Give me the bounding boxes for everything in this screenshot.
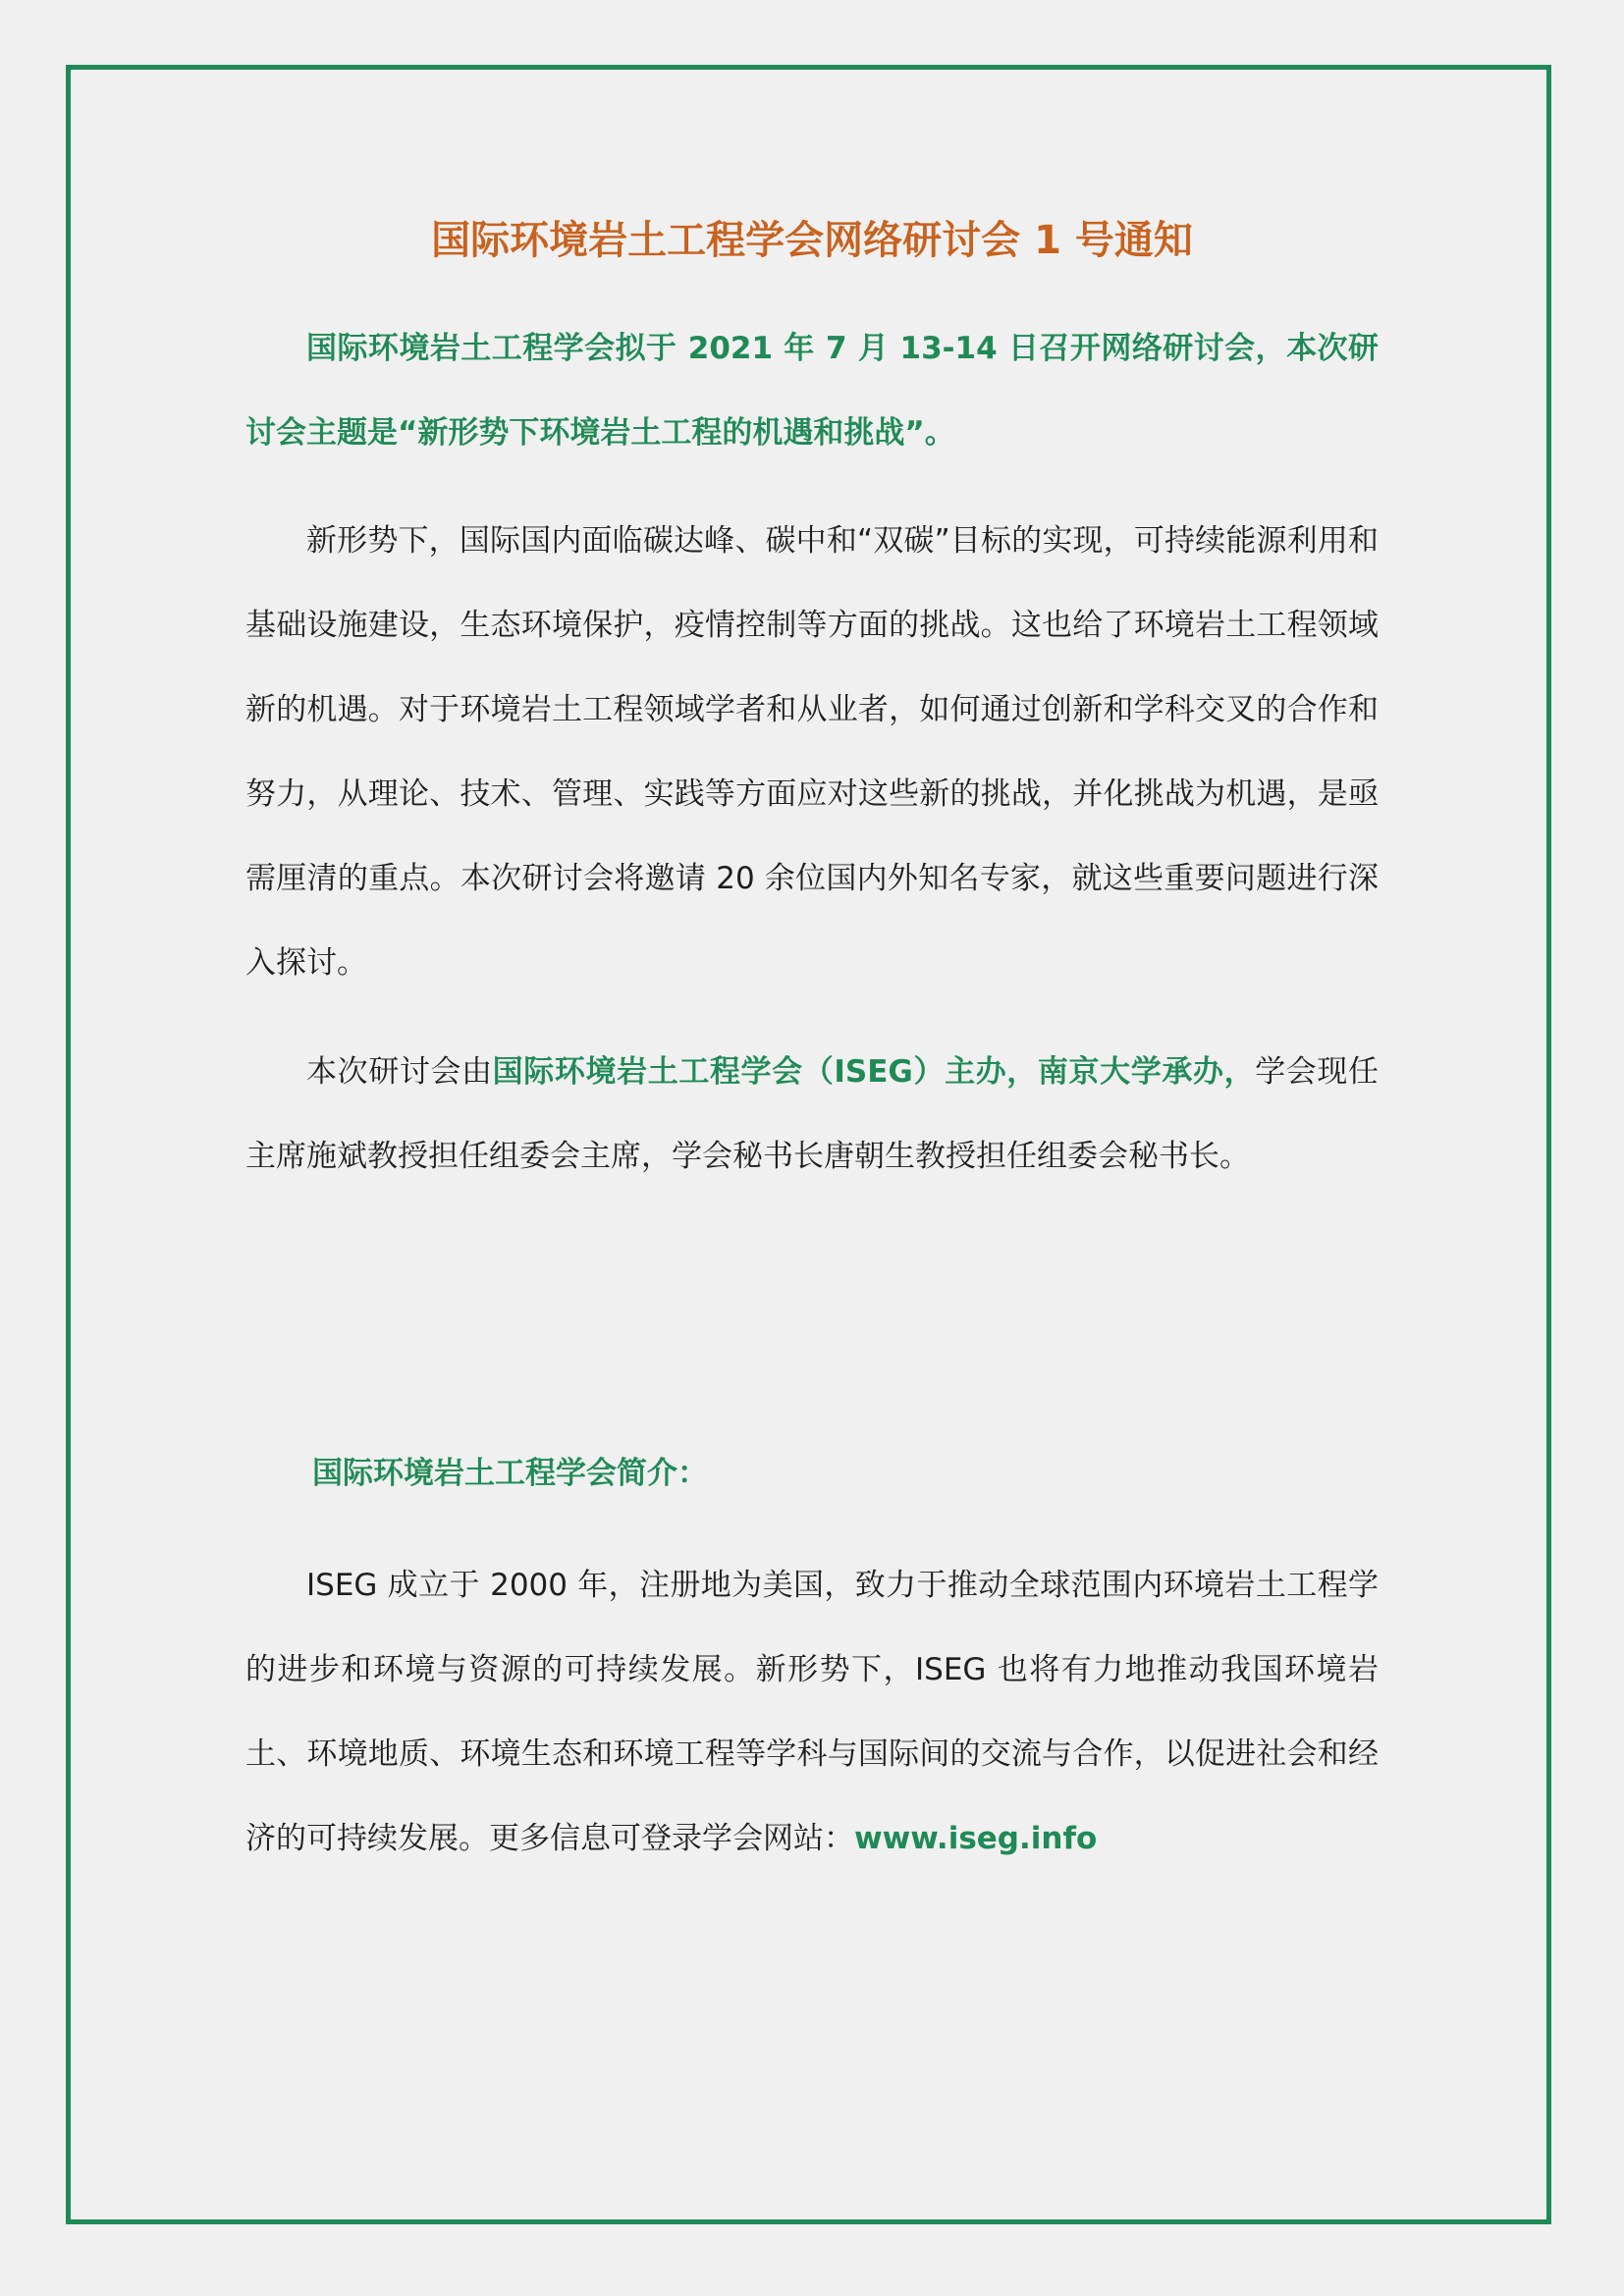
lead-paragraph: 国际环境岩土工程学会拟于 2021 年 7 月 13-14 日召开网络研讨会，本次研讨会主题是“新形势下环境岩土工程的机遇和挑战”。 (245, 331, 1379, 451)
organizer-highlight: 国际环境岩土工程学会（ISEG）主办，南京大学承办， (492, 1054, 1256, 1090)
intro-text: ISEG 成立于 2000 年，注册地为美国，致力于推动全球范围内环境岩土工程学的进步和环境与资源的可持续发展。新形势下，ISEG 也将有力地推动我国环境岩土、环境地质、环境生态和环境工程等学科与国际间的交流与合作，以促进社会和经济的可持续发展。更多信息可登录学会网站： (245, 1568, 1379, 1856)
intro-paragraph (245, 1543, 1379, 1881)
organizer-suffix: 学会现任主席施斌教授担任组委会主席，学会秘书长唐朝生教授担任组委会秘书长。 (245, 1054, 1380, 1174)
background-paragraph: 新形势下，国际国内面临碳达峰、碳中和“双碳”目标的实现，可持续能源利用和基础设施建设，生态环境保护，疫情控制等方面的挑战。这也给了环境岩土工程领域新的机遇。对于环境岩土工程领域学者和从业者，如何通过创新和学科交叉的合作和努力，从理论、技术、管理、实践等方面应对这些新的挑战，并化挑战为机遇，是亟需厘清的重点。本次研讨会将邀请 20 余位国内外知名专家，就这些重要问题进行深入探讨。 (245, 523, 1379, 981)
notice-title: 国际环境岩土工程学会网络研讨会 1 号通知 (431, 218, 1193, 263)
website-link[interactable]: www.iseg.info (854, 1821, 1098, 1856)
organizer-prefix: 本次研讨会由 (306, 1054, 493, 1090)
intro-heading: 国际环境岩土工程学会简介： (312, 1456, 708, 1491)
organizer-paragraph (245, 1030, 1379, 1199)
